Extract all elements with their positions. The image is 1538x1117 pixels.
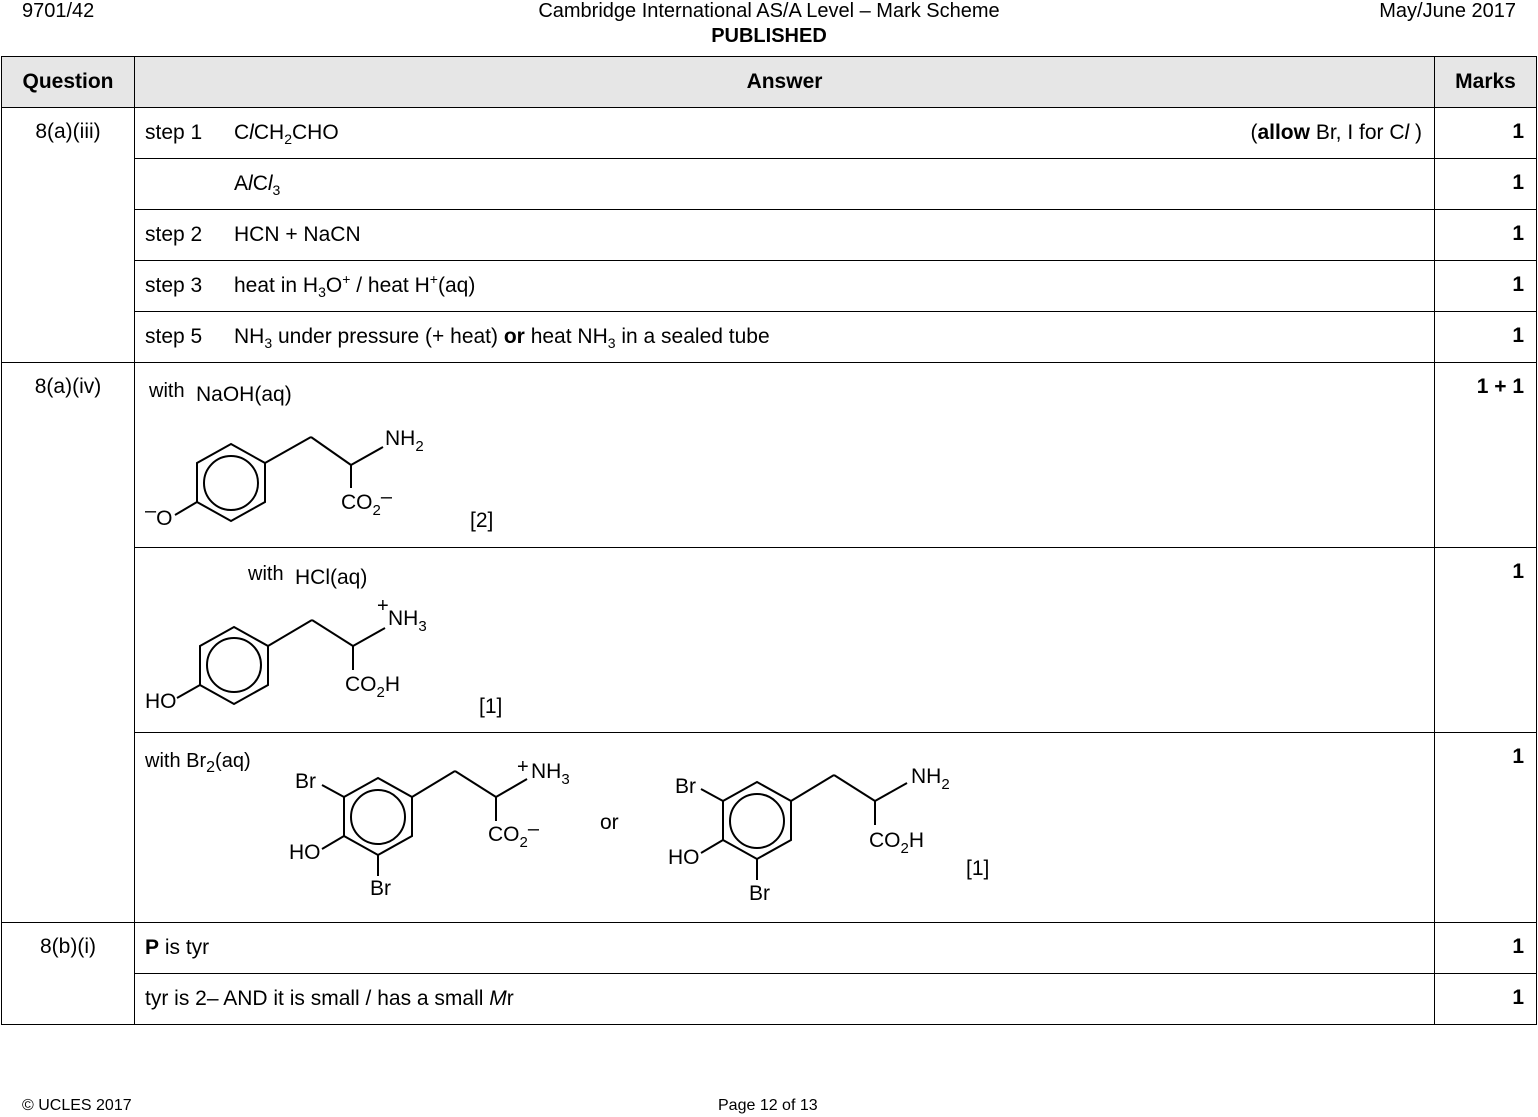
step-label: step 2	[145, 223, 203, 246]
table-header-row	[2, 57, 1537, 108]
mark-scheme-table	[1, 56, 1537, 1025]
answer-cell	[135, 363, 1435, 548]
formula-alcl3: AlCl$_3$	[234, 172, 281, 199]
step5-text: $NH_3$ under pressure (+ heat) or heat $NH_3$ in a sealed tube	[234, 325, 770, 352]
answer-line: P is tyr	[145, 936, 210, 959]
marks-value: 1	[1435, 108, 1537, 159]
question-number: 8(b)(i)	[2, 923, 135, 1025]
svg-text:NH3: $NH_3$	[531, 760, 570, 788]
table-row	[2, 261, 1537, 312]
answer-cell	[135, 548, 1435, 733]
table-row	[2, 363, 1537, 548]
answer-cell	[135, 312, 1435, 363]
table-row	[2, 923, 1537, 974]
allow-note: (allow Br, I for Cl )	[1250, 121, 1422, 144]
allow-word: allow	[1257, 121, 1310, 144]
svg-text:with: with	[248, 563, 284, 585]
table-row	[2, 312, 1537, 363]
svg-text:CO2H: $CO_2H$	[869, 829, 925, 857]
svg-text:Br: Br	[675, 775, 696, 798]
marks-value: 1	[1435, 974, 1537, 1025]
marks-value: 1	[1435, 548, 1537, 733]
exam-session: May/June 2017	[1379, 0, 1516, 22]
answer-cell	[135, 733, 1435, 923]
published-label: PUBLISHED	[711, 25, 827, 47]
svg-text:with: with	[149, 380, 185, 402]
svg-text:CO2–: $CO_2-$	[488, 818, 539, 851]
svg-text:[1]: [1]	[479, 695, 503, 718]
marks-header: Marks	[1435, 57, 1537, 108]
table-row	[2, 108, 1537, 159]
answer-header: Answer	[135, 57, 1435, 108]
p-label: P	[145, 936, 160, 959]
answer-cell	[135, 261, 1435, 312]
svg-text:Br: Br	[295, 770, 316, 793]
marks-value: 1	[1435, 261, 1537, 312]
page-number: Page 12 of 13	[718, 1097, 818, 1114]
svg-text:HO: HO	[668, 846, 700, 869]
marks-value: 1	[1435, 210, 1537, 261]
step2-text: HCN + NaCN	[234, 223, 361, 246]
structure-br2	[135, 733, 1435, 923]
svg-text:or: or	[600, 811, 619, 834]
formula-clch2cho: ClCH$_2$CHO	[234, 121, 339, 148]
answer-cell	[135, 159, 1435, 210]
svg-text:with Br2(aq): with $Br_2(aq)$	[145, 750, 251, 776]
svg-text:+: +	[377, 595, 389, 617]
question-number: 8(a)(iv)	[2, 363, 135, 923]
answer-cell	[135, 923, 1435, 974]
svg-text:NH3: $NH_3$	[388, 607, 427, 635]
table-row	[2, 210, 1537, 261]
marks-value: 1 + 1	[1435, 363, 1537, 548]
svg-text:Br: Br	[370, 877, 391, 900]
svg-text:HO: HO	[145, 690, 177, 713]
answer-line	[145, 223, 361, 247]
table-row	[2, 733, 1537, 923]
answer-cell	[135, 108, 1435, 159]
answer-cell	[135, 210, 1435, 261]
svg-text:CO2–: $CO_2-$	[341, 486, 392, 519]
answer-cell	[135, 974, 1435, 1025]
marks-value: 1	[1435, 733, 1537, 923]
marks-value: 1	[1435, 923, 1537, 974]
svg-text:–O: –O	[145, 500, 173, 530]
question-number: 8(a)(iii)	[2, 108, 135, 363]
table-row	[2, 159, 1537, 210]
svg-text:[2]: [2]	[470, 509, 494, 532]
structure-hcl	[135, 548, 1435, 733]
structure-naoh	[135, 363, 1435, 548]
svg-text:HCl(aq): HCl(aq)	[295, 566, 368, 589]
marks-value: 1	[1435, 159, 1537, 210]
svg-text:NH2: $NH_2$	[385, 427, 424, 455]
answer-line	[145, 121, 339, 148]
svg-text:NaOH(aq): NaOH(aq)	[196, 383, 292, 406]
question-header: Question	[2, 57, 135, 108]
title-text: Cambridge International AS/A Level – Mark Scheme	[538, 0, 1000, 22]
paper-code: 9701/42	[22, 0, 95, 22]
document-title	[0, 0, 1538, 47]
answer-line	[145, 172, 281, 199]
step-label: step 3	[145, 274, 203, 297]
answer-line: tyr is 2– AND it is small / has a small Mr	[145, 987, 514, 1010]
svg-text:HO: HO	[289, 841, 321, 864]
svg-text:+: +	[517, 756, 529, 778]
svg-text:NH2: $NH_2$	[911, 765, 950, 793]
svg-text:CO2H: $CO_2H$	[345, 673, 401, 701]
svg-text:[1]: [1]	[966, 857, 990, 880]
step-label: step 1	[145, 121, 203, 144]
step3-text: heat in $H_3O^+$ / heat H+(aq)	[234, 271, 476, 301]
answer-line	[145, 325, 770, 352]
table-row	[2, 548, 1537, 733]
svg-text:Br: Br	[749, 882, 770, 905]
table-row	[2, 974, 1537, 1025]
step-label: step 5	[145, 325, 203, 348]
answer-line	[145, 271, 476, 301]
allow-rest: Br, I for C	[1315, 121, 1405, 144]
copyright: © UCLES 2017	[22, 1097, 132, 1114]
marks-value: 1	[1435, 312, 1537, 363]
